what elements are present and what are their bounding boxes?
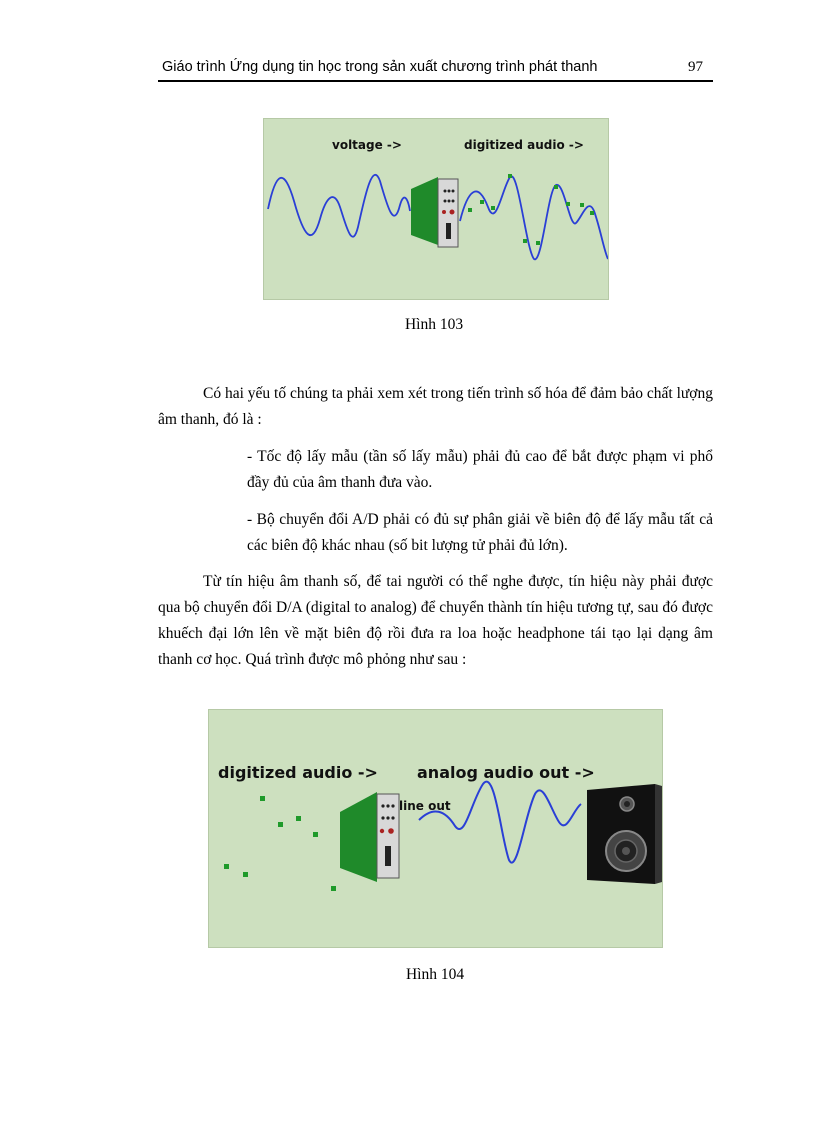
analog-wave [419,782,581,863]
bullet-ad-resolution: - Bộ chuyển đổi A/D phải có đủ sự phân giải về biên độ để lấy mẫu tất cả các biên độ khác nhau (số bit lượng tử phải đủ lớn). [247,511,713,554]
converter-face [340,792,377,882]
converter-face [411,177,438,245]
digitized-wave [460,176,608,259]
figure-104-caption: Hình 104 [405,966,465,983]
figure-103 [263,118,609,300]
da-converter [340,792,399,882]
line-out-label: line out [399,799,451,813]
paragraph-intro: Có hai yếu tố chúng ta phải xem xét trong tiến trình số hóa để đảm bảo chất lượng âm thanh, đó là : [158,385,713,428]
analog-wave [268,175,410,237]
bullet-sampling-rate: - Tốc độ lấy mẫu (tần số lấy mẫu) phải đủ cao để bắt được phạm vi phổ đầy đủ của âm thanh đưa vào. [247,448,713,491]
paragraph-conversion: Từ tín hiệu âm thanh số, để tai người có thể nghe được, tín hiệu này phải được qua bộ chuyển đổi D/A (digital to analog) để chuyển thành tín hiệu tương tự, sau đó được khuếch đại lớn lên về mặt biên độ rồi đưa ra loa hoặc headphone tái tạo lại dạng âm thanh cơ học. Quá trình được mô phỏng như sau : [158,573,713,668]
header-title: Giáo trình Ứng dụng tin học trong sản xuất chương trình phát thanh [162,59,598,75]
figure-103-caption: Hình 103 [404,316,464,333]
page-number: 97 [688,59,703,75]
ad-converter [411,177,458,247]
voltage-label: voltage -> [332,138,402,152]
sample-points [224,796,336,891]
digitized-audio-label: digitized audio -> [218,763,378,782]
digitized-audio-label: digitized audio -> [464,138,584,152]
figure-104 [208,709,663,948]
sample-points [468,174,594,245]
figure-104-illustration [209,710,662,947]
figure-103-illustration [264,119,608,299]
analog-audio-out-label: analog audio out -> [417,763,595,782]
page-header [158,56,713,82]
speaker-icon [587,784,662,884]
